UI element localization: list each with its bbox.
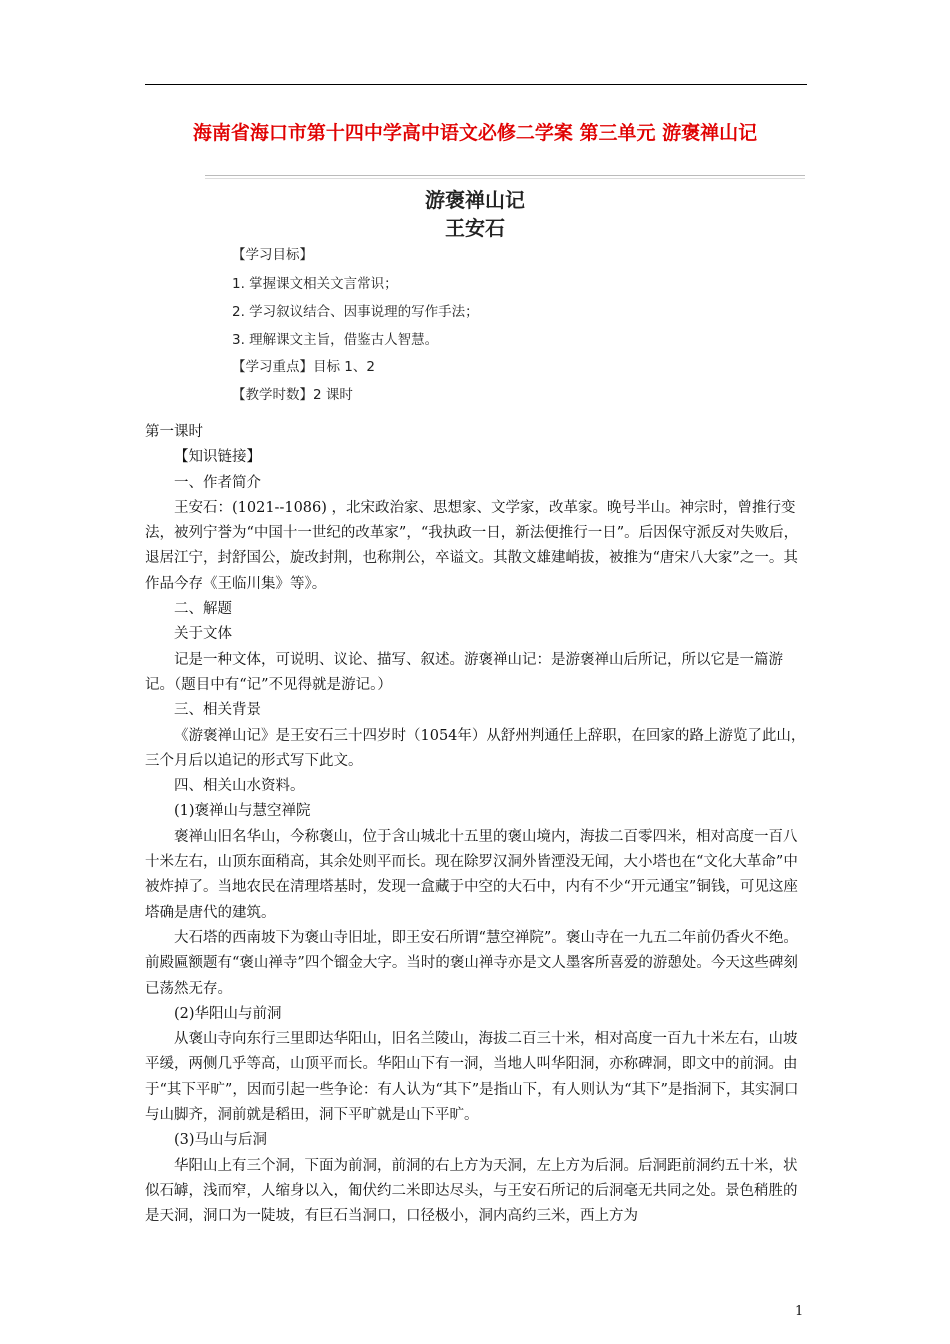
objectives-label: 【学习目标】 — [232, 247, 313, 263]
title-rule — [205, 175, 805, 176]
section-heading: 二、解题 — [174, 601, 232, 618]
title-rule-shadow — [205, 178, 805, 179]
subheading: 关于文体 — [174, 626, 232, 643]
paragraph: 记是一种文体，可说明、议论、描写、叙述。游褒禅山记：是游褒禅山后所记，所以它是一篇游记。（题目中有“记”不见得就是游记。） — [145, 651, 783, 693]
hours-line: 【教学时数】2 课时 — [232, 387, 353, 403]
subheading: (3)马山与后洞 — [174, 1132, 268, 1149]
essay-title: 游褒禅山记 — [425, 188, 525, 212]
main-body — [145, 420, 807, 1230]
subheading: (2)华阳山与前洞 — [174, 1005, 282, 1022]
document-title: 海南省海口市第十四中学高中语文必修二学案 第三单元 游褒禅山记 — [192, 122, 758, 144]
essay-author: 王安石 — [445, 216, 505, 240]
paragraph: 大石塔的西南坡下为褒山寺旧址，即王安石所谓“慧空禅院”。褒山寺在一九五二年前仍香火不绝。前殿匾额题有“褒山禅寺”四个镏金大字。当时的褒山禅寺亦是文人墨客所喜爱的游憩处。今天这些碑刻已荡然无存。 — [145, 929, 798, 997]
paragraph: 褒禅山旧名华山，今称褒山，位于含山城北十五里的褒山境内，海拔二百零四米，相对高度一百八十米左右，山顶东面稍高，其余处则平而长。现在除罗汉洞外皆湮没无闻，大小塔也在“文化大革命”中被炸掉了。当地农民在清理塔基时，发现一盒藏于中空的大石中，内有不少“开元通宝”铜钱，可见这座塔确是唐代的建筑。 — [145, 828, 798, 921]
paragraph: 王安石：(1021--1086) ，北宋政治家、思想家、文学家，改革家。晚号半山。神宗时，曾推行变法，被列宁誉为“中国十一世纪的改革家”，“我执政一日，新法便推行一日”。后因保守派反对失败后，退居江宁，封舒国公，旋改封荆，也称荆公，卒谥文。其散文雄建峭拔，被推为“唐宋八大家”之一。其作品今存《王临川集》等》。 — [145, 499, 799, 592]
paragraph: 从褒山寺向东行三里即达华阳山，旧名兰陵山，海拔二百三十米，相对高度一百九十米左右，山坡平缓，两侧几乎等高，山顶平而长。华阳山下有一洞，当地人叫华阳洞，亦称碑洞，即文中的前洞。由于“其下平旷”，因而引起一些争论：有人认为“其下”是指山下，有人则认为“其下”是指洞下，其实洞口与山脚齐，洞前就是稻田，洞下平旷就是山下平旷。 — [145, 1031, 799, 1124]
objective-item: 1. 掌握课文相关文言常识； — [232, 276, 398, 292]
lesson-heading: 第一课时 — [145, 424, 203, 440]
focus-line: 【学习重点】目标 1、2 — [232, 359, 375, 375]
paragraph: 《游褒禅山记》是王安石三十四岁时（1054年）从舒州判通任上辞职，在回家的路上游览了此山，三个月后以追记的形式写下此文。 — [145, 727, 806, 769]
paragraph: 华阳山上有三个洞，下面为前洞，前洞的右上方为天洞，左上方为后洞。后洞距前洞约五十米，状似石罅，浅而窄，人缩身以入，匍伏约二米即达尽头，与王安石所记的后洞毫无共同之处。景色稍胜的是天洞，洞口为一陡坡，有巨石当洞口，口径极小，洞内高约三米，西上方为 — [145, 1157, 798, 1225]
header-rule — [145, 84, 807, 85]
objective-item: 2. 学习叙议结合、因事说理的写作手法； — [232, 304, 479, 320]
section-heading: 一、作者简介 — [174, 474, 261, 491]
section-heading: 【知识链接】 — [174, 449, 261, 466]
page-number: 1 — [795, 1304, 804, 1319]
section-heading: 三、相关背景 — [174, 702, 261, 719]
subheading: (1)褒禅山与慧空禅院 — [174, 803, 311, 820]
objective-item: 3. 理解课文主旨，借鉴古人智慧。 — [232, 332, 439, 348]
section-heading: 四、相关山水资料。 — [174, 778, 305, 795]
